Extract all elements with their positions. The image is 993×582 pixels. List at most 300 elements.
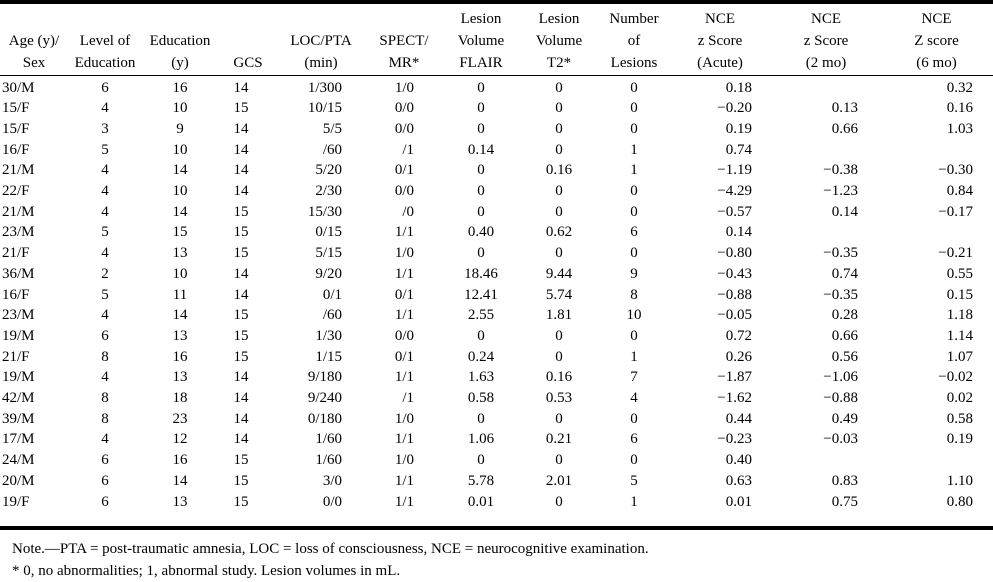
table-cell: 0.56 bbox=[831, 348, 858, 365]
table-cell: 11 bbox=[172, 286, 188, 303]
table-cell: −0.05 bbox=[717, 307, 752, 324]
table-cell: 0 bbox=[555, 79, 563, 96]
table-row bbox=[0, 202, 993, 223]
table-cell: 5 bbox=[101, 141, 109, 158]
table-cell: 0/0 bbox=[394, 183, 414, 200]
table-cell: 0.53 bbox=[545, 390, 573, 407]
table-cell: 13 bbox=[172, 369, 188, 386]
table-cell: 1.06 bbox=[467, 431, 495, 448]
table-cell: 8 bbox=[101, 410, 109, 427]
table-cell: 0.83 bbox=[831, 472, 858, 489]
table-cell: 14 bbox=[172, 307, 188, 324]
table-cell: 10 bbox=[172, 100, 188, 117]
table-cell: 1 bbox=[630, 348, 638, 365]
table-cell: 0 bbox=[630, 79, 638, 96]
table-bottom-rule bbox=[0, 526, 993, 530]
table-cell: 15 bbox=[233, 327, 249, 344]
table-cell: 0 bbox=[555, 410, 563, 427]
table-cell: 15 bbox=[233, 493, 249, 510]
table-cell: 23/M bbox=[2, 224, 35, 241]
table-cell: 0 bbox=[555, 493, 563, 510]
header-label: Level of Education bbox=[74, 32, 136, 71]
table-cell: 0 bbox=[555, 120, 563, 137]
table-cell: −0.23 bbox=[717, 431, 752, 448]
table-cell: 15 bbox=[172, 224, 188, 241]
table-cell: 16 bbox=[172, 348, 188, 365]
table-cell: 0.44 bbox=[725, 410, 752, 427]
table-cell: 16 bbox=[172, 79, 188, 96]
table-cell: 1.18 bbox=[946, 307, 973, 324]
table-cell: /1 bbox=[402, 390, 414, 407]
table-cell: 19/F bbox=[2, 493, 30, 510]
table-cell: 0 bbox=[477, 100, 485, 117]
table-cell: 1.10 bbox=[946, 472, 973, 489]
table-cell: 1/1 bbox=[394, 224, 414, 241]
table-cell: 0 bbox=[630, 120, 638, 137]
table-cell: 4 bbox=[101, 100, 109, 117]
header-label: GCS bbox=[233, 54, 263, 71]
table-cell: 0 bbox=[555, 141, 563, 158]
table-cell: 0/1 bbox=[394, 162, 414, 179]
header-spect-mr bbox=[364, 7, 444, 75]
table-cell: 0.74 bbox=[725, 141, 752, 158]
header-label: NCE z Score (2 mo) bbox=[803, 10, 849, 71]
table-cell: 0 bbox=[477, 79, 485, 96]
table-cell: 15/F bbox=[2, 100, 30, 117]
table-cell: 1.03 bbox=[946, 120, 973, 137]
table-cell: 0 bbox=[555, 245, 563, 262]
table-cell: 1/0 bbox=[394, 410, 414, 427]
table-cell: 16/F bbox=[2, 286, 30, 303]
table-cell: 0.19 bbox=[946, 431, 973, 448]
table-cell: 42/M bbox=[2, 390, 35, 407]
table-cell: 21/F bbox=[2, 245, 30, 262]
table-cell: 9/180 bbox=[307, 369, 342, 386]
table-cell: 5 bbox=[630, 472, 638, 489]
table-cell: 1.07 bbox=[946, 348, 973, 365]
table-cell: /60 bbox=[322, 307, 342, 324]
table-cell: 2.55 bbox=[467, 307, 495, 324]
table-cell: 9.44 bbox=[545, 265, 573, 282]
table-cell: 15/30 bbox=[307, 203, 342, 220]
table-cell: 1/60 bbox=[315, 431, 342, 448]
table-cell bbox=[880, 450, 993, 471]
table-cell: 13 bbox=[172, 327, 188, 344]
table-cell: 39/M bbox=[2, 410, 35, 427]
table-row bbox=[0, 119, 993, 140]
table-cell: 0.16 bbox=[545, 369, 573, 386]
table-cell: 6 bbox=[101, 472, 109, 489]
table-cell: 0 bbox=[477, 452, 485, 469]
table-cell: −0.02 bbox=[938, 369, 973, 386]
table-row bbox=[0, 450, 993, 471]
table-row bbox=[0, 326, 993, 347]
table-cell: 14 bbox=[233, 431, 249, 448]
header-level-of-education bbox=[68, 7, 142, 75]
note-abbreviations: Note.—PTA = post-traumatic amnesia, LOC = loss of consciousness, NCE = neurocognitive examination. bbox=[12, 541, 649, 557]
table-cell: 2.01 bbox=[545, 472, 573, 489]
table-cell bbox=[880, 140, 993, 161]
table-cell: 0.40 bbox=[467, 224, 495, 241]
table-cell: 14 bbox=[233, 265, 249, 282]
table-cell: 6 bbox=[101, 493, 109, 510]
table-cell: 0.63 bbox=[725, 472, 752, 489]
table-cell: 14 bbox=[233, 410, 249, 427]
header-lesion-volume-flair bbox=[444, 7, 518, 75]
table-cell: 6 bbox=[630, 224, 638, 241]
table-cell: 12.41 bbox=[464, 286, 498, 303]
table-cell: 0.16 bbox=[946, 100, 973, 117]
table-cell: −1.19 bbox=[717, 162, 752, 179]
table-cell: 0.66 bbox=[831, 120, 858, 137]
table-cell: 4 bbox=[101, 245, 109, 262]
table-row bbox=[0, 492, 993, 513]
table-cell: 0 bbox=[630, 245, 638, 262]
table-cell: 10 bbox=[626, 307, 642, 324]
header-age-sex bbox=[0, 7, 68, 75]
table-cell: 22/F bbox=[2, 183, 30, 200]
table-cell: 1/300 bbox=[307, 79, 342, 96]
table-cell: 6 bbox=[630, 431, 638, 448]
table-cell: 14 bbox=[233, 162, 249, 179]
table-cell: 1/30 bbox=[315, 327, 342, 344]
header-nce-2mo bbox=[772, 7, 880, 75]
table-cell: 14 bbox=[172, 472, 188, 489]
table-cell: 5 bbox=[101, 224, 109, 241]
table-row bbox=[0, 160, 993, 181]
header-label: Age (y)/ Sex bbox=[8, 32, 60, 71]
table-cell: 30/M bbox=[2, 79, 35, 96]
table-cell: 14 bbox=[233, 141, 249, 158]
table-cell: 8 bbox=[101, 348, 109, 365]
table-cell: −0.21 bbox=[938, 245, 973, 262]
note-footnote: * 0, no abnormalities; 1, abnormal study. Lesion volumes in mL. bbox=[12, 563, 401, 579]
table-cell: 6 bbox=[101, 79, 109, 96]
table-cell: 4 bbox=[101, 307, 109, 324]
table-cell: 15 bbox=[233, 348, 249, 365]
table-cell: −0.35 bbox=[823, 286, 858, 303]
table-cell bbox=[772, 75, 880, 98]
table-cell: 0.16 bbox=[545, 162, 573, 179]
table-cell: −0.43 bbox=[717, 265, 752, 282]
table-cell: −0.88 bbox=[823, 390, 858, 407]
table-row bbox=[0, 388, 993, 409]
table-cell: 13 bbox=[172, 493, 188, 510]
table-cell: 0 bbox=[630, 410, 638, 427]
table-cell: 1/0 bbox=[394, 452, 414, 469]
table-cell: 0.28 bbox=[831, 307, 858, 324]
table-cell: 1 bbox=[630, 493, 638, 510]
table-cell: 0.19 bbox=[725, 120, 752, 137]
table-cell: 10 bbox=[172, 183, 188, 200]
table-body bbox=[0, 75, 993, 512]
table-cell: 0.58 bbox=[467, 390, 495, 407]
table-cell: 16 bbox=[172, 452, 188, 469]
table-cell: −0.38 bbox=[823, 162, 858, 179]
table-row bbox=[0, 75, 993, 98]
table-row bbox=[0, 140, 993, 161]
table-cell: 1/0 bbox=[394, 245, 414, 262]
table-cell: 0 bbox=[477, 203, 485, 220]
header-number-of-lesions bbox=[600, 7, 668, 75]
table-cell: 5/5 bbox=[322, 120, 342, 137]
table-cell: 0.26 bbox=[725, 348, 752, 365]
header-label: NCE Z score (6 mo) bbox=[914, 10, 959, 71]
table-cell: 0.58 bbox=[946, 410, 973, 427]
table-cell: 21/M bbox=[2, 203, 35, 220]
table-cell: 1/1 bbox=[394, 265, 414, 282]
table-cell: 0.32 bbox=[946, 79, 973, 96]
table-cell: −0.35 bbox=[823, 245, 858, 262]
table-cell: −0.03 bbox=[823, 431, 858, 448]
table-cell: −1.23 bbox=[823, 183, 858, 200]
table-cell: 3/0 bbox=[322, 472, 342, 489]
table-cell: 1/1 bbox=[394, 472, 414, 489]
table-cell: 1.14 bbox=[946, 327, 973, 344]
table-cell: 0.55 bbox=[946, 265, 973, 282]
header-label: Education (y) bbox=[149, 32, 211, 71]
table-cell: 0.14 bbox=[725, 224, 752, 241]
table-cell: −1.62 bbox=[717, 390, 752, 407]
table-cell: 0 bbox=[630, 183, 638, 200]
table-cell: 0 bbox=[555, 203, 563, 220]
table-cell: 0 bbox=[477, 410, 485, 427]
table-cell: 16/F bbox=[2, 141, 30, 158]
table-cell: 1/15 bbox=[315, 348, 342, 365]
header-label: LOC/PTA (min) bbox=[290, 32, 352, 71]
table-cell: 0/0 bbox=[322, 493, 342, 510]
table-cell: 15 bbox=[233, 224, 249, 241]
table-cell: 1 bbox=[630, 141, 638, 158]
table-row bbox=[0, 305, 993, 326]
table-cell: 0.01 bbox=[725, 493, 752, 510]
table-cell: 9 bbox=[176, 120, 184, 137]
header-education-years bbox=[142, 7, 218, 75]
table-cell: 0.80 bbox=[946, 493, 973, 510]
table-cell: 0/1 bbox=[394, 348, 414, 365]
table-cell: 13 bbox=[172, 245, 188, 262]
table-cell: 4 bbox=[630, 390, 638, 407]
table-cell: 4 bbox=[101, 203, 109, 220]
header-nce-6mo bbox=[880, 7, 993, 75]
header-lesion-volume-t2 bbox=[518, 7, 600, 75]
table-cell: 1/1 bbox=[394, 307, 414, 324]
table-row bbox=[0, 409, 993, 430]
table-row bbox=[0, 222, 993, 243]
table-row bbox=[0, 285, 993, 306]
table-cell: 14 bbox=[233, 183, 249, 200]
table-row bbox=[0, 264, 993, 285]
table-cell: 4 bbox=[101, 183, 109, 200]
table-cell: 0/0 bbox=[394, 327, 414, 344]
table-cell: 5.78 bbox=[467, 472, 495, 489]
table-cell: 0 bbox=[477, 120, 485, 137]
table-cell: 14 bbox=[172, 162, 188, 179]
table-cell: 36/M bbox=[2, 265, 35, 282]
table-cell: 12 bbox=[172, 431, 188, 448]
table-cell: −0.17 bbox=[938, 203, 973, 220]
table-cell: 5/20 bbox=[315, 162, 342, 179]
table-cell: 5 bbox=[101, 286, 109, 303]
table-cell: 17/M bbox=[2, 431, 35, 448]
table-cell: 18 bbox=[172, 390, 188, 407]
table-cell: 0.15 bbox=[946, 286, 973, 303]
header-label: NCE z Score (Acute) bbox=[697, 10, 743, 71]
table-cell: 0/1 bbox=[394, 286, 414, 303]
table-cell: 15 bbox=[233, 100, 249, 117]
table-header-row bbox=[0, 7, 993, 75]
table-cell: 0 bbox=[630, 452, 638, 469]
table-cell: 0 bbox=[477, 327, 485, 344]
table-cell: 0.74 bbox=[831, 265, 858, 282]
table-cell: 1.81 bbox=[545, 307, 573, 324]
table-cell: 19/M bbox=[2, 327, 35, 344]
table-cell: 7 bbox=[630, 369, 638, 386]
table-cell: 2/30 bbox=[315, 183, 342, 200]
table-cell: −1.06 bbox=[823, 369, 858, 386]
table-cell: 0.14 bbox=[467, 141, 495, 158]
table-cell: 0.02 bbox=[946, 390, 973, 407]
table-row bbox=[0, 429, 993, 450]
table-row bbox=[0, 347, 993, 368]
header-label: Lesion Volume T2* bbox=[535, 10, 583, 71]
table-cell: 21/M bbox=[2, 162, 35, 179]
table-cell: 14 bbox=[233, 120, 249, 137]
table-cell: 9/240 bbox=[307, 390, 342, 407]
table-cell bbox=[772, 450, 880, 471]
table-cell: 14 bbox=[233, 369, 249, 386]
table-cell: 0 bbox=[630, 327, 638, 344]
table-cell bbox=[772, 222, 880, 243]
header-label: Number of Lesions bbox=[609, 10, 659, 71]
table-cell: 0 bbox=[555, 183, 563, 200]
table-cell: 1/0 bbox=[394, 79, 414, 96]
table-cell: 23 bbox=[172, 410, 188, 427]
table-cell: 20/M bbox=[2, 472, 35, 489]
table-cell: 14 bbox=[172, 203, 188, 220]
header-label: Lesion Volume FLAIR bbox=[457, 10, 505, 71]
data-table bbox=[0, 7, 993, 512]
table-cell: 1/1 bbox=[394, 369, 414, 386]
table-cell: 14 bbox=[233, 390, 249, 407]
table-cell: 15 bbox=[233, 307, 249, 324]
table-notes bbox=[12, 538, 649, 582]
table-cell: 0.72 bbox=[725, 327, 752, 344]
table-top-rule bbox=[0, 0, 993, 4]
table-cell: 4 bbox=[101, 431, 109, 448]
table-cell: /0 bbox=[402, 203, 414, 220]
table-cell: 0.49 bbox=[831, 410, 858, 427]
table-cell: 15/F bbox=[2, 120, 30, 137]
table-cell: 0/0 bbox=[394, 120, 414, 137]
table-cell: 1/1 bbox=[394, 431, 414, 448]
table-cell: 21/F bbox=[2, 348, 30, 365]
table-row bbox=[0, 181, 993, 202]
table-cell: 5/15 bbox=[315, 245, 342, 262]
table-row bbox=[0, 98, 993, 119]
table-cell: 0 bbox=[477, 245, 485, 262]
table-cell: 6 bbox=[101, 327, 109, 344]
table-cell: 0.21 bbox=[545, 431, 573, 448]
table-cell: 2 bbox=[101, 265, 109, 282]
table-cell: −0.57 bbox=[717, 203, 752, 220]
table-cell: 14 bbox=[233, 286, 249, 303]
table-cell: 15 bbox=[233, 245, 249, 262]
table-cell: −0.88 bbox=[717, 286, 752, 303]
table-cell: 0.14 bbox=[831, 203, 858, 220]
table-cell: 15 bbox=[233, 203, 249, 220]
table-cell: 8 bbox=[630, 286, 638, 303]
table-cell: 14 bbox=[233, 79, 249, 96]
table-cell: −0.80 bbox=[717, 245, 752, 262]
table-cell: 0.62 bbox=[545, 224, 573, 241]
table-cell: 0.24 bbox=[467, 348, 495, 365]
table-cell: 0.40 bbox=[725, 452, 752, 469]
table-row bbox=[0, 367, 993, 388]
table-cell: 0.01 bbox=[467, 493, 495, 510]
table-cell: 15 bbox=[233, 452, 249, 469]
table-cell: 0 bbox=[477, 183, 485, 200]
table-cell: 0/1 bbox=[322, 286, 342, 303]
table-cell: 3 bbox=[101, 120, 109, 137]
table-cell: 23/M bbox=[2, 307, 35, 324]
table-cell: 10/15 bbox=[307, 100, 342, 117]
table-cell: 0.66 bbox=[831, 327, 858, 344]
table-cell: 9 bbox=[630, 265, 638, 282]
table-cell: 0/180 bbox=[307, 410, 342, 427]
table-cell: 0 bbox=[477, 162, 485, 179]
table-cell: 18.46 bbox=[464, 265, 498, 282]
header-label: SPECT/ MR* bbox=[379, 32, 429, 71]
table-cell: 15 bbox=[233, 472, 249, 489]
table-cell: 1/60 bbox=[315, 452, 342, 469]
table-cell bbox=[880, 222, 993, 243]
table-cell: 0 bbox=[630, 100, 638, 117]
table-cell: −0.20 bbox=[717, 100, 752, 117]
table-cell: 10 bbox=[172, 265, 188, 282]
table-cell bbox=[772, 140, 880, 161]
table-row bbox=[0, 243, 993, 264]
table-cell: /1 bbox=[402, 141, 414, 158]
table-cell: 19/M bbox=[2, 369, 35, 386]
table-cell: 5.74 bbox=[545, 286, 573, 303]
table-cell: 0.75 bbox=[831, 493, 858, 510]
table-cell: 0 bbox=[555, 452, 563, 469]
table-cell: 0/15 bbox=[315, 224, 342, 241]
table-cell: −1.87 bbox=[717, 369, 752, 386]
table-cell: 9/20 bbox=[315, 265, 342, 282]
header-loc-pta bbox=[278, 7, 364, 75]
table-cell: 0 bbox=[555, 100, 563, 117]
table-cell: −4.29 bbox=[717, 183, 752, 200]
table-row bbox=[0, 471, 993, 492]
header-gcs bbox=[218, 7, 278, 75]
table-cell: 0 bbox=[555, 348, 563, 365]
table-cell: 8 bbox=[101, 390, 109, 407]
table-cell: 0.18 bbox=[725, 79, 752, 96]
table-cell: 24/M bbox=[2, 452, 35, 469]
table-cell: 1 bbox=[630, 162, 638, 179]
table-cell: 1.63 bbox=[467, 369, 495, 386]
table-cell: 0 bbox=[555, 327, 563, 344]
table-cell: 0/0 bbox=[394, 100, 414, 117]
table-cell: 0.13 bbox=[831, 100, 858, 117]
table-cell: 6 bbox=[101, 452, 109, 469]
table-cell: 4 bbox=[101, 369, 109, 386]
table-cell: 0 bbox=[630, 203, 638, 220]
table-cell: 10 bbox=[172, 141, 188, 158]
table-cell: −0.30 bbox=[938, 162, 973, 179]
